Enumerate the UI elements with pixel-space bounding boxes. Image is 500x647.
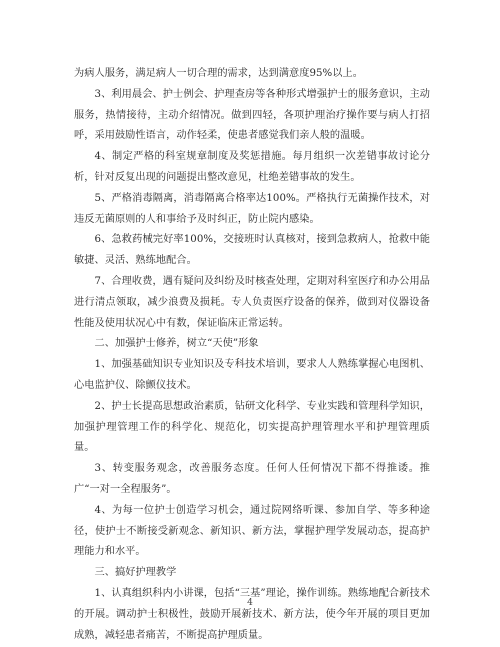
section-heading-nursing-teaching: 三、搞好护理教学 (94, 567, 177, 579)
paragraph-service-attitude: 3、转变服务观念，改善服务态度。任何人任何情况下都不得推诿。推广“一对一全程服务”。 (74, 463, 430, 495)
paragraph-continuation: 为病人服务，满足病人一切合理的需求，达到满意度95%以上。 (74, 68, 363, 79)
document-body (74, 64, 430, 646)
paragraph-rules-and-incentives: 4、制定严格的科室规章制度及奖惩措施。每月组织一次差错事故讨论分析，针对反复出现的问题提出整改意见，杜绝差错事故的发生。 (74, 151, 430, 183)
paragraph-emergency-equipment: 6、急救药械完好率100%，交接班时认真核对，接到急救病人，抢救中能敏捷、灵活、熟练地配合。 (74, 234, 430, 267)
paragraph-training: 1、加强基础知识专业知识及专科技术培训，要求人人熟练掌握心电图机、心电监护仪、除颤仪技术。 (74, 359, 430, 391)
paragraph-service-awareness: 3、利用晨会、护士例会、护理查房等各种形式增强护士的服务意识，主动服务，热情接待，主动介绍情况。做到四轻，各项护理治疗操作要与病人打招呼，采用鼓励性语言，动作轻柔，使患者感觉我们亲人般的温暖。 (74, 88, 430, 142)
paragraph-lectures: 1、认真组织科内小讲课，包括“三基”理论，操作训练。熟练地配合新技术的开展。调动护士积极性，鼓励开展新技术、新方法，使今年开展的项目更加成熟，减轻患者痛苦，不断提高护理质量。 (74, 587, 430, 641)
page-number: 4 (247, 598, 253, 608)
paragraph-disinfection: 5、严格消毒隔离，消毒隔离合格率达100%。严格执行无菌操作技术，对违反无菌原则的人和事给予及时纠正，防止院内感染。 (74, 192, 430, 225)
section-heading-nurse-cultivation: 二、加强护士修养，树立“天使”形象 (94, 338, 259, 350)
paragraph-fees-and-supplies: 7、合理收费，遇有疑问及纠纷及时核查处理，定期对科室医疗和办公用品进行清点领取，减少浪费及损耗。专人负责医疗设备的保养，做到对仪器设备性能及使用状况心中有数，保证临床正常运转。 (74, 275, 430, 329)
paragraph-learning-opportunities: 4、为每一位护士创造学习机会，通过院网络听课、参加自学、等多种途径，使护士不断接受新观念、新知识、新方法，掌握护理学发展动态，提高护理能力和水平。 (74, 504, 430, 558)
paragraph-head-nurse-quality: 2、护士长提高思想政治素质，钻研文化科学、专业实践和管理科学知识，加强护理管理工作的科学化、规范化，切实提高护理管理水平和护理管理质量。 (74, 400, 430, 454)
